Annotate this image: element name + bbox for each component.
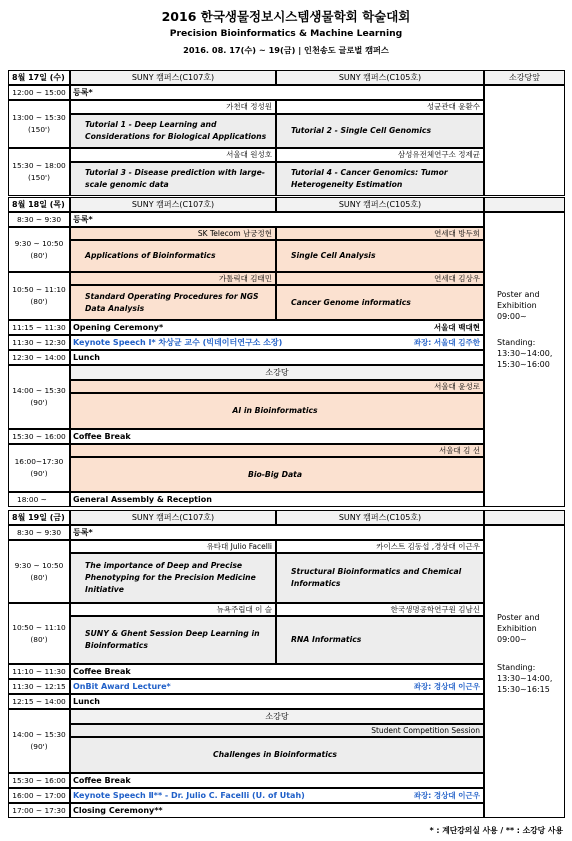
session-title: Structural Bioinformatics and Chemical Informatics	[276, 553, 484, 603]
keynote-row: Keynote Speech Ⅰ* 차상균 교수 (빅데이터연구소 소장) 좌장: 서울대 김주한	[70, 335, 484, 350]
closing-ceremony-row: Closing Ceremony**	[70, 803, 484, 818]
day1-room-a-header: SUNY 캠퍼스(C107호)	[70, 70, 276, 85]
poster-text: Poster and Exhibition 09:00~	[497, 613, 540, 644]
standing-text: Standing: 13:30~14:00, 15:30~16:00	[497, 338, 553, 369]
chair-label: 좌장: 경상대 이근우	[413, 791, 480, 800]
day3-room-b-header: SUNY 캠퍼스(C105호)	[276, 510, 484, 525]
poster-text: Poster and Exhibition 09:00~	[497, 290, 540, 321]
lunch-row: Lunch	[70, 350, 484, 365]
session-title: Tutorial 3 - Disease prediction with large-scale genomic data	[70, 162, 276, 196]
coffee-break-row: Coffee Break	[70, 429, 484, 444]
session-title: Bio-Big Data	[70, 457, 484, 492]
session-title: Tutorial 1 - Deep Learning and Considerations for Biological Applications	[70, 114, 276, 148]
time-cell: 11:30 ~ 12:30	[8, 335, 70, 350]
session-title: Cancer Genome informatics	[276, 285, 484, 320]
time-cell: 16:00~17:30 (90')	[8, 444, 70, 492]
opening-ceremony-row: Opening Ceremony* 서울대 백대현	[70, 320, 484, 335]
speaker-label: 유타대 Julio Facelli	[70, 540, 276, 553]
general-assembly-row: General Assembly & Reception	[70, 492, 484, 507]
speaker-label: 한국생명공학연구원 김남신	[276, 603, 484, 616]
chair-label: 좌장: 서울대 김주한	[413, 338, 480, 347]
registration-row: 등록*	[70, 212, 484, 227]
session-title: AI in Bioinformatics	[70, 393, 484, 429]
speaker-label: 가천대 정성원	[70, 100, 276, 114]
time-cell: 14:00 ~ 15:30 (90')	[8, 365, 70, 429]
small-hall-header: 소강당앞	[484, 70, 565, 85]
speaker-label: 카이스트 김동섭 ,경상대 이근우	[276, 540, 484, 553]
speaker-label: 뉴욕주립대 이 슬	[70, 603, 276, 616]
chair-label: 좌장: 경상대 이근우	[413, 682, 480, 691]
time-cell: 9:30 ~ 10:50 (80')	[8, 540, 70, 603]
page-title: 2016 한국생물정보시스템생물학회 학술대회	[161, 9, 411, 24]
time-cell: 15:30 ~ 16:00	[8, 773, 70, 788]
time-cell: 12:30 ~ 14:00	[8, 350, 70, 365]
time-cell: 8:30 ~ 9:30	[8, 212, 70, 227]
speaker-label: 가톨릭대 김태민	[70, 272, 276, 285]
time-cell: 13:00 ~ 15:30 (150')	[8, 100, 70, 148]
time-cell: 12:00 ~ 15:00	[8, 85, 70, 100]
registration-row: 등록*	[70, 525, 484, 540]
day2-label: 8월 18일 (목)	[8, 197, 70, 212]
coffee-break-row: Coffee Break	[70, 773, 484, 788]
onbit-lecture-row: OnBit Award Lecture* 좌장: 경상대 이근우	[70, 679, 484, 694]
speaker-label: 서울대 원성호	[70, 148, 276, 162]
lunch-row: Lunch	[70, 694, 484, 709]
time-cell: 16:00 ~ 17:00	[8, 788, 70, 803]
speaker-label: SK Telecom 남궁정현	[70, 227, 276, 240]
date-venue: 2016. 08. 17(수) ~ 19(금) | 인천송도 글로벌 캠퍼스	[183, 45, 389, 55]
speaker-label: 삼성유전체연구소 정제균	[276, 148, 484, 162]
registration-row: 등록*	[70, 85, 484, 100]
speaker-label: 연세대 김상우	[276, 272, 484, 285]
small-hall-header: 소강당	[70, 365, 484, 380]
page-subtitle: Precision Bioinformatics & Machine Learning	[169, 28, 403, 39]
session-title: Applications of Bioinformatics	[70, 240, 276, 272]
time-cell: 9:30 ~ 10:50 (80')	[8, 227, 70, 272]
session-title: Tutorial 4 - Cancer Genomics: Tumor Heterogeneity Estimation	[276, 162, 484, 196]
speaker-label: 서울대 김 선	[70, 444, 484, 457]
small-hall-empty	[484, 85, 565, 196]
legend-footnote: * : 계단강의실 사용 / ** : 소강당 사용	[429, 826, 563, 835]
time-cell: 14:00 ~ 15:30 (90')	[8, 709, 70, 773]
session-title: SUNY & Ghent Session Deep Learning in Bioinformatics	[70, 616, 276, 664]
keynote-row: Keynote Speech Ⅱ** - Dr. Julio C. Facelli (U. of Utah) 좌장: 경상대 이근우	[70, 788, 484, 803]
speaker-label: 서울대 윤성로	[70, 380, 484, 393]
chair-label: 서울대 백대현	[433, 323, 480, 332]
coffee-break-row: Coffee Break	[70, 664, 484, 679]
day3-room-a-header: SUNY 캠퍼스(C107호)	[70, 510, 276, 525]
time-cell: 8:30 ~ 9:30	[8, 525, 70, 540]
speaker-label: 연세대 방두희	[276, 227, 484, 240]
day3-side-header	[484, 510, 565, 525]
poster-exhibition-day3	[484, 525, 565, 818]
schedule-table	[8, 70, 565, 822]
speaker-label: Student Competition Session	[70, 724, 484, 737]
day2-room-b-header: SUNY 캠퍼스(C105호)	[276, 197, 484, 212]
day1-room-b-header: SUNY 캠퍼스(C105호)	[276, 70, 484, 85]
time-cell: 11:30 ~ 12:15	[8, 679, 70, 694]
session-title: Standard Operating Procedures for NGS Data Analysis	[70, 285, 276, 320]
time-cell: 17:00 ~ 17:30	[8, 803, 70, 818]
standing-text: Standing: 13:30~14:00, 15:30~16:15	[497, 663, 553, 694]
session-title: Single Cell Analysis	[276, 240, 484, 272]
day1-label: 8월 17일 (수)	[8, 70, 70, 85]
time-cell: 15:30 ~ 18:00 (150')	[8, 148, 70, 196]
session-title: Challenges in Bioinformatics	[70, 737, 484, 773]
day2-side-header	[484, 197, 565, 212]
session-title: Tutorial 2 - Single Cell Genomics	[276, 114, 484, 148]
time-cell: 10:50 ~ 11:10 (80')	[8, 603, 70, 664]
poster-exhibition-day2	[484, 212, 565, 507]
time-cell: 12:15 ~ 14:00	[8, 694, 70, 709]
day2-room-a-header: SUNY 캠퍼스(C107호)	[70, 197, 276, 212]
speaker-label: 성균관대 윤환수	[276, 100, 484, 114]
time-cell: 11:15 ~ 11:30	[8, 320, 70, 335]
time-cell: 11:10 ~ 11:30	[8, 664, 70, 679]
session-title: The importance of Deep and Precise Phenotyping for the Precision Medicine Initiative	[70, 553, 276, 603]
small-hall-header: 소강당	[70, 709, 484, 724]
time-cell: 10:50 ~ 11:10 (80')	[8, 272, 70, 320]
time-cell: 18:00 ~	[8, 492, 70, 507]
day3-label: 8월 19일 (금)	[8, 510, 70, 525]
time-cell: 15:30 ~ 16:00	[8, 429, 70, 444]
session-title: RNA Informatics	[276, 616, 484, 664]
